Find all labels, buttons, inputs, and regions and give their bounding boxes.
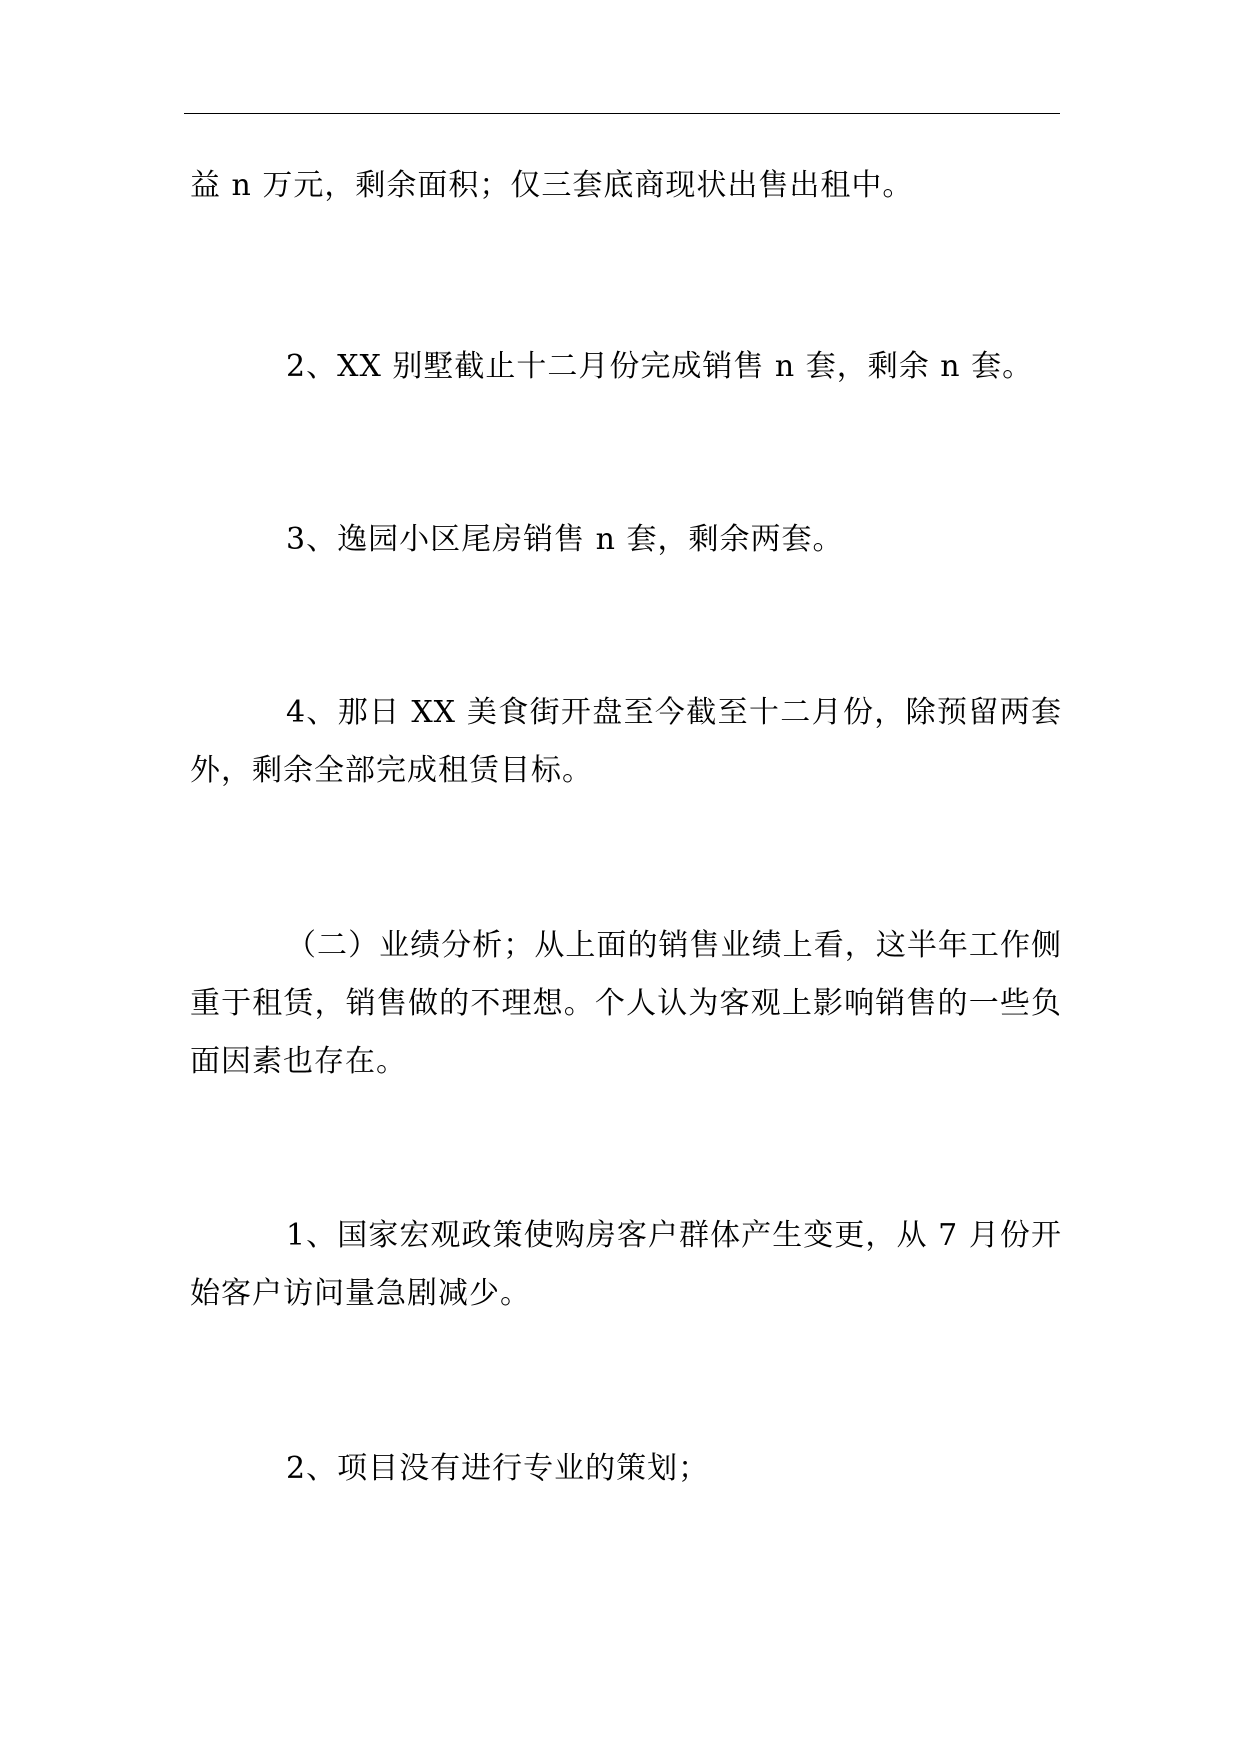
paragraph-yiyuan-sales: 3、逸园小区尾房销售 n 套，剩余两套。 (286, 522, 844, 557)
paragraph-villa-sales: 2、XX 别墅截止十二月份完成销售 n 套，剩余 n 套。 (286, 349, 1034, 384)
paragraph-food-street-leasing: 4、那日 XX 美食街开盘至今截至十二月份，除预留两套外，剩余全部完成租赁目标。 (190, 695, 1062, 788)
paragraph-planning-factor: 2、项目没有进行专业的策划； (286, 1451, 710, 1486)
header-divider (184, 113, 1060, 114)
paragraph-continuation: 益 n 万元，剩余面积；仅三套底商现状出售出租中。 (190, 168, 914, 203)
paragraph-performance-analysis: （二）业绩分析；从上面的销售业绩上看，这半年工作侧重于租赁，销售做的不理想。个人认为客观上影响销售的一些负面因素也存在。 (190, 928, 1062, 1079)
paragraph-policy-factor: 1、国家宏观政策使购房客户群体产生变更，从 7 月份开始客户访问量急剧减少。 (190, 1218, 1062, 1311)
